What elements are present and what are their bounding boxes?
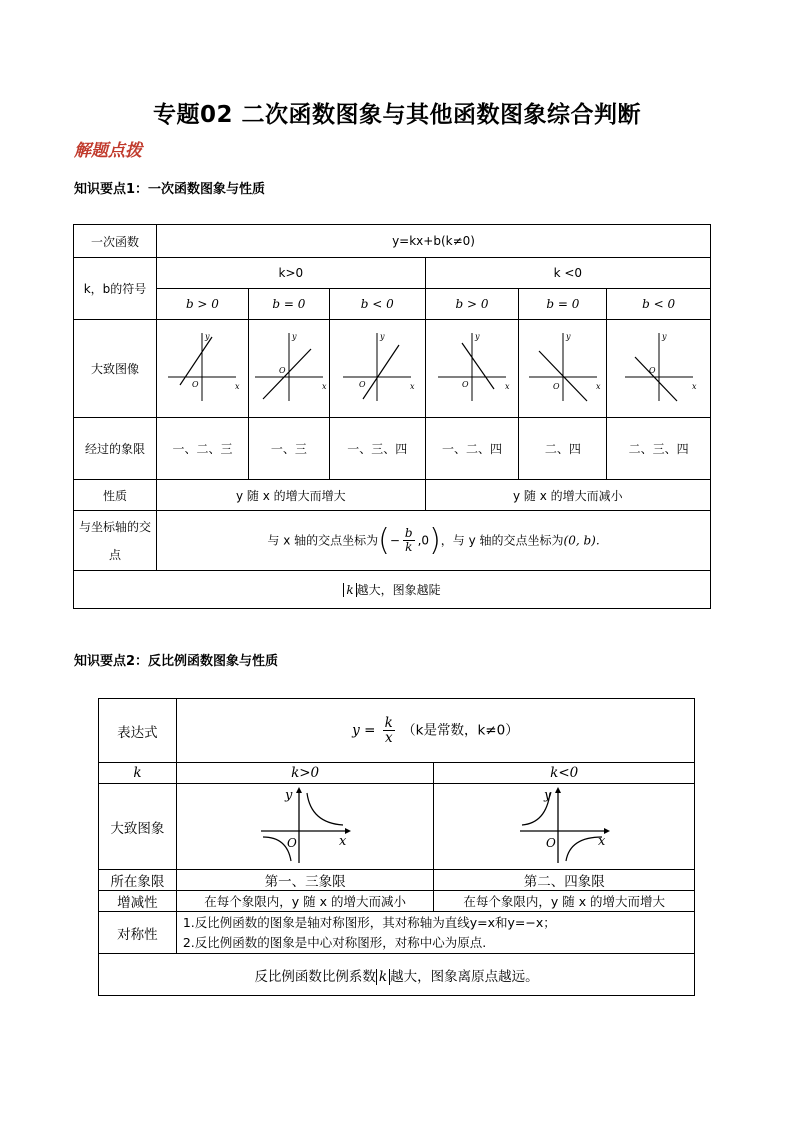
header-k-positive: k>0 [176, 763, 434, 784]
quadrant-cell: 一、三、四 [329, 418, 425, 480]
svg-text:y: y [285, 787, 293, 803]
label-linear-function: 一次函数 [74, 225, 157, 258]
monotonicity-k-positive: 在每个象限内，y 随 x 的增大而减小 [176, 891, 434, 912]
label-quadrants: 所在象限 [99, 870, 177, 891]
svg-text:y: y [291, 332, 297, 341]
hyperbola-k-negative [516, 785, 612, 865]
section-heading-inverse: 知识要点2：反比例函数图象与性质 [74, 654, 279, 669]
subtitle: 解题点拨 [74, 141, 142, 161]
graph-cell [607, 320, 711, 418]
linear-graph-k-pos-b-pos [162, 327, 242, 407]
svg-text:x: x [598, 833, 606, 849]
intersect-mid: ，与 y 轴的交点坐标为 [440, 533, 564, 547]
header-k-positive: k>0 [157, 258, 426, 289]
b-case: b = 0 [248, 289, 329, 320]
label-k: k [99, 763, 177, 784]
svg-text:x: x [339, 833, 347, 849]
graph-cell [425, 320, 519, 418]
b-case: b < 0 [607, 289, 711, 320]
abs-k: k [376, 969, 390, 985]
svg-text:y: y [380, 332, 385, 341]
graph-cell [157, 320, 249, 418]
b-case: b > 0 [425, 289, 519, 320]
inverse-function-table [98, 698, 695, 996]
intersect-pre: 与 x 轴的交点坐标为 [267, 533, 379, 547]
distance-note [99, 954, 695, 996]
section-heading-linear: 知识要点1：一次函数图象与性质 [74, 182, 266, 197]
svg-text:O: O [359, 380, 366, 389]
linear-graph-k-neg-b-zero [523, 327, 603, 407]
svg-text:x: x [235, 382, 240, 391]
quadrant-cell: 一、二、四 [425, 418, 519, 480]
symmetry-line-1: 1.反比例函数的图象是轴对称图形，其对称轴为直线y=x和y=−x； [182, 914, 556, 930]
svg-text:O: O [546, 835, 557, 850]
graph-cell [248, 320, 329, 418]
svg-text:O: O [278, 366, 286, 375]
quadrant-cell: 二、四 [519, 418, 607, 480]
linear-graph-k-neg-b-pos [432, 327, 512, 407]
graph-cell [176, 784, 434, 870]
svg-text:O: O [287, 835, 297, 850]
intersect-y: (0, b). [563, 533, 600, 547]
label-graph: 大致图像 [74, 320, 157, 418]
intersection-text: 与 x 轴的交点坐标为(− $\frac{b}{k}$ ,0)，与 y 轴的交点坐标为(0, b). [157, 511, 711, 571]
linear-graph-k-pos-b-zero [249, 327, 329, 407]
svg-text:x: x [410, 382, 415, 391]
symmetry-cell [176, 912, 694, 954]
label-sign-kb: k，b的符号 [74, 258, 157, 320]
label-quadrants: 经过的象限 [74, 418, 157, 480]
steepness-note [74, 571, 711, 609]
fraction-k-over-x: $\frac{k}{x}$ [384, 714, 393, 746]
linear-formula: y=kx+b(k≠0) [157, 225, 711, 258]
label-expression: 表达式 [99, 699, 177, 763]
svg-text:O: O [462, 380, 469, 389]
steep-text: 越大，图象越陡 [356, 583, 441, 597]
linear-graph-k-pos-b-neg [337, 327, 417, 407]
graph-cell [329, 320, 425, 418]
svg-text:y: y [565, 332, 571, 341]
svg-text:y: y [475, 332, 480, 341]
linear-graph-k-neg-b-neg [619, 327, 699, 407]
svg-text:x: x [691, 382, 697, 391]
distance-post: 越大，图象离原点越远。 [390, 968, 539, 985]
label-property: 性质 [74, 480, 157, 511]
svg-text:y: y [205, 332, 210, 341]
header-k-negative: k<0 [434, 763, 695, 784]
page-title: 专题02 二次函数图象与其他函数图象综合判断 [152, 102, 641, 128]
label-graph: 大致图象 [99, 784, 177, 870]
intersect-zero: 0 [421, 533, 430, 547]
svg-text:x: x [505, 382, 510, 391]
b-case: b = 0 [519, 289, 607, 320]
svg-text:y: y [661, 332, 667, 341]
quadrant-k-negative: 第二、四象限 [434, 870, 695, 891]
distance-pre: 反比例函数比例系数 [254, 968, 376, 985]
b-case: b < 0 [329, 289, 425, 320]
expression-note: （k是常数，k≠0） [402, 722, 519, 739]
symmetry-line-2: 2.反比例函数的图象是中心对称图形，对称中心为原点. [182, 934, 487, 950]
svg-text:x: x [595, 382, 601, 391]
fraction-b-over-k: $\frac{b}{k}$ [404, 526, 413, 554]
graph-cell [519, 320, 607, 418]
expression-cell: y = $\frac{k}{x}$ （k是常数，k≠0） [176, 699, 694, 763]
quadrant-cell: 一、二、三 [157, 418, 249, 480]
header-k-negative: k <0 [425, 258, 710, 289]
label-symmetry: 对称性 [99, 912, 177, 954]
svg-text:O: O [552, 382, 560, 391]
quadrant-k-positive: 第一、三象限 [176, 870, 434, 891]
svg-text:y: y [544, 787, 552, 803]
b-case: b > 0 [157, 289, 249, 320]
abs-k: k [343, 583, 356, 597]
quadrant-cell: 二、三、四 [607, 418, 711, 480]
svg-text:x: x [321, 382, 327, 391]
linear-function-table [73, 224, 711, 609]
monotonicity-k-negative: 在每个象限内，y 随 x 的增大而增大 [434, 891, 695, 912]
property-k-positive: y 随 x 的增大而增大 [157, 480, 426, 511]
label-monotonicity: 增减性 [99, 891, 177, 912]
graph-cell [434, 784, 695, 870]
hyperbola-k-positive [257, 785, 353, 865]
property-k-negative: y 随 x 的增大而减小 [425, 480, 710, 511]
svg-text:O: O [192, 380, 199, 389]
label-intersection: 与坐标轴的交点 [74, 511, 157, 571]
svg-text:O: O [648, 366, 656, 375]
quadrant-cell: 一、三 [248, 418, 329, 480]
